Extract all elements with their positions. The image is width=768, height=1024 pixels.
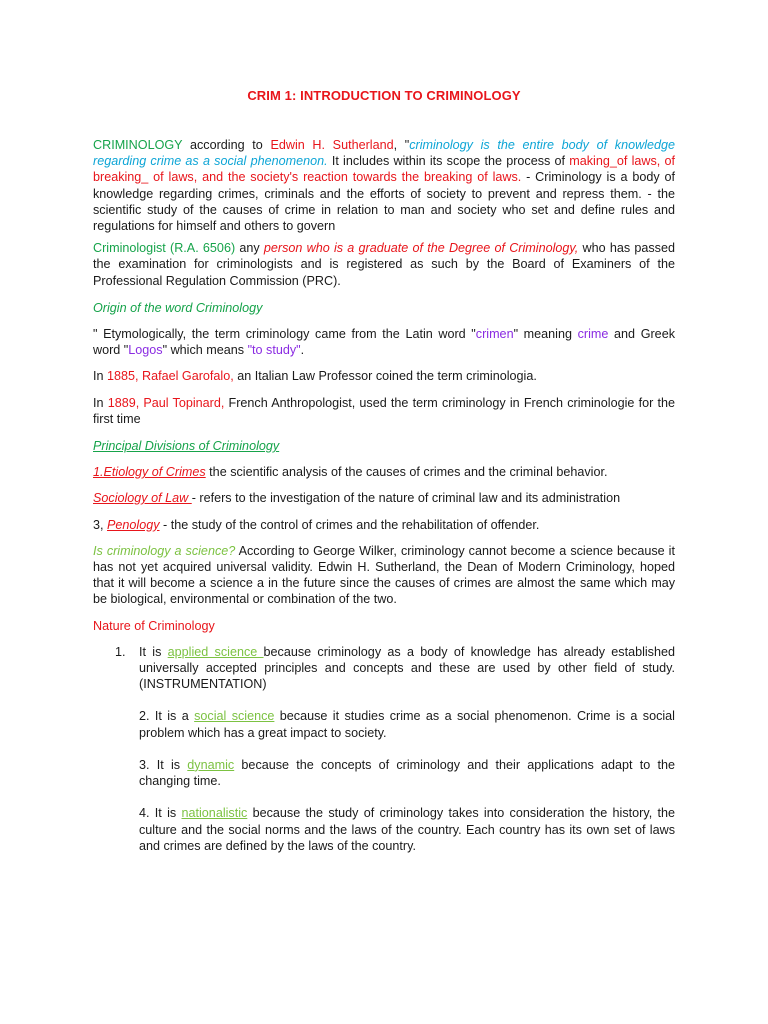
- nature-item: 3. It is dynamic because the concepts of criminology and their applications adapt to the changing time.: [139, 757, 675, 789]
- etiology-term: 1.Etiology of Crimes: [93, 465, 206, 480]
- nature-item: 2. It is a social science because it studies crime as a social phenomenon. Crime is a social problem which has a great impact to society.: [139, 709, 675, 740]
- term-nationalistic: nationalistic: [181, 806, 248, 821]
- is-science-question: Is criminology a science?: [93, 543, 236, 558]
- garofalo-name: 1885, Rafael Garofalo,: [107, 369, 234, 384]
- nature-item: 4. It is nationalistic because the study of criminology takes into consideration the history, the culture and the social norms and the laws of the country. Each country has its own set of laws and crimes are defined by the laws of the country.: [139, 806, 676, 853]
- word-crimen: crimen: [475, 327, 514, 342]
- sociology-term: Sociology of Law: [93, 491, 192, 506]
- topinard-name: 1889, Paul Topinard,: [107, 395, 225, 410]
- term-dynamic: dynamic: [187, 757, 235, 772]
- document-title: CRIM 1: INTRODUCTION TO CRIMINOLOGY: [247, 88, 521, 103]
- paragraph-etymology: " Etymologically, the term criminology came from the Latin word "crimen" meaning crime and Greek word "Logos" which means "to study".: [93, 327, 675, 358]
- heading-nature: Nature of Criminology: [93, 618, 215, 633]
- term-criminology: CRIMINOLOGY: [93, 138, 183, 152]
- term-criminologist: Criminologist (R.A. 6506): [93, 241, 236, 256]
- division-sociology-of-law: Sociology of Law - refers to the investigation of the nature of criminal law and its administration: [93, 491, 621, 506]
- division-penology: 3, Penology - the study of the control of crimes and the rehabilitation of offender.: [93, 517, 540, 532]
- process-of-laws: making_of laws, of breaking_ of laws, and the society's reaction towards the breaking of laws.: [93, 154, 675, 185]
- paragraph-criminology-definition: CRIMINOLOGY according to Edwin H. Sutherland, "criminology is the entire body of knowledge regarding crime as a social phenomenon. It includes within its scope the process of making_of laws, of breaking_ of laws, and the society's reaction towards the breaking of laws. - Criminology is a body of knowledge regarding crimes, criminals and the efforts of society to prevent and repress them. - the scientific study of the causes of crime in relation to man and society who set and define rules and regulations for himself and others to govern: [93, 138, 676, 234]
- heading-origin: Origin of the word Criminology: [93, 300, 263, 315]
- word-crime: crime: [577, 327, 609, 342]
- paragraph-garofalo: In 1885, Rafael Garofalo, an Italian Law Professor coined the term criminologia.: [93, 369, 537, 384]
- nature-item: 1. It is applied science because criminology as a body of knowledge has already established universally accepted principles and concepts and these are used by other field of study. (INSTRUMENTATION): [115, 644, 675, 692]
- sutherland-quote: criminology is the entire body of knowledge regarding crime as a social phenomenon.: [93, 138, 676, 169]
- word-to-study: "to study": [247, 343, 301, 358]
- paragraph-criminologist: Criminologist (R.A. 6506) any person who is a graduate of the Degree of Criminology, who has passed the examination for criminologists and is registered as such by the Board of Examiners of the Professional Regulation Commission (PRC).: [93, 241, 675, 288]
- heading-principal-divisions: Principal Divisions of Criminology: [93, 439, 280, 454]
- document-body: [93, 137, 675, 854]
- penology-term: Penology: [107, 517, 160, 532]
- division-etiology: 1.Etiology of Crimes the scientific analysis of the causes of crimes and the criminal behavior.: [93, 465, 608, 480]
- criminologist-graduate: person who is a graduate of the Degree of Criminology,: [263, 241, 579, 256]
- author-sutherland: Edwin H. Sutherland: [270, 138, 394, 152]
- paragraph-topinard: In 1889, Paul Topinard, French Anthropologist, used the term criminology in French criminologie for the first time: [93, 395, 675, 426]
- list-number: 1.: [115, 644, 126, 659]
- word-logos: Logos: [128, 343, 163, 358]
- term-applied-science: applied science: [167, 644, 264, 659]
- paragraph-is-science: Is criminology a science? According to George Wilker, criminology cannot become a science because it has not yet acquired universal validity. Edwin H. Sutherland, the Dean of Modern Criminology, hoped that it will become a science a in the future since the causes of crimes are almost the same which may be biological, environmental or combination of the two.: [93, 543, 675, 607]
- term-social-science: social science: [194, 709, 275, 724]
